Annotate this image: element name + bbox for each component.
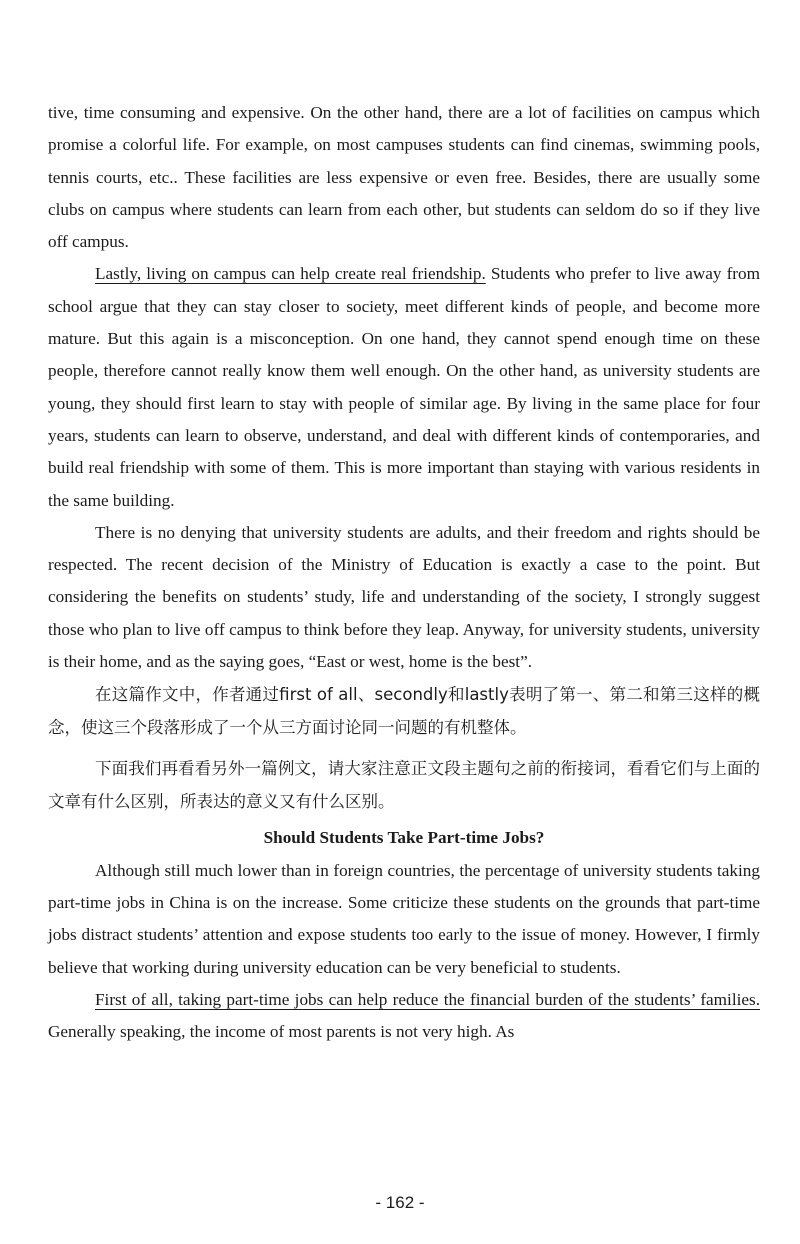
topic-sentence-first-of-all: First of all, taking part-time jobs can help reduce the financial burden of the students’ families.: [95, 989, 760, 1009]
topic-sentence-lastly: Lastly, living on campus can help create real friendship.: [95, 264, 486, 284]
paragraph-first-of-all: [48, 984, 760, 1049]
page-body: [48, 97, 760, 1048]
paragraph-conclusion: There is no denying that university students are adults, and their freedom and rights should be respected. The recent decision of the Ministry of Education is exactly a case to the point. But considering the benefits on students’ study, life and understanding of the society, I strongly suggest those who plan to live off campus to think before they leap. Anyway, for university students, university is their home, and as the saying goes, “East or west, home is the best”.: [48, 522, 760, 672]
chinese-commentary-1: 在这篇作文中，作者通过first of all、secondly和lastly表明了第一、第二和第三这样的概念，使这三个段落形成了一个从三方面讨论同一问题的有机整体。: [48, 685, 760, 738]
page-number: - 162 -: [375, 1193, 425, 1212]
essay-title: Should Students Take Part-time Jobs?: [263, 828, 545, 848]
paragraph-continuation: tive, time consuming and expensive. On the other hand, there are a lot of facilities on campus which promise a colorful life. For example, on most campuses students can find cinemas, swimming pools, tennis courts, etc.. These facilities are less expensive or even free. Besides, there are usually some clubs on campus where students can learn from each other, but students can seldom do so if they live off campus.: [48, 103, 760, 252]
paragraph-lastly: [48, 258, 760, 516]
paragraph-intro: Although still much lower than in foreign countries, the percentage of university students taking part-time jobs in China is on the increase. Some criticize these students on the grounds that part-time jobs distract students’ attention and expose students too early to the issue of money. However, I firmly believe that working during university education can be very beneficial to students.: [48, 860, 760, 977]
paragraph-lastly-body: Students who prefer to live away from school argue that they can stay closer to society, meet different kinds of people, and become more mature. But this again is a misconception. On one hand, they cannot spend enough time on these people, therefore cannot really know them well enough. On the other hand, as university students are young, they should first learn to stay with people of similar age. By living in the same place for four years, students can learn to observe, understand, and deal with different kinds of contemporaries, and build real friendship with some of them. This is more important than staying with various residents in the same building.: [48, 264, 760, 510]
chinese-commentary-2: 下面我们再看看另外一篇例文，请大家注意正文段主题句之前的衔接词，看看它们与上面的文章有什么区别，所表达的意义又有什么区别。: [48, 759, 760, 812]
paragraph-first-of-all-body: Generally speaking, the income of most parents is not very high. As: [48, 1022, 515, 1042]
